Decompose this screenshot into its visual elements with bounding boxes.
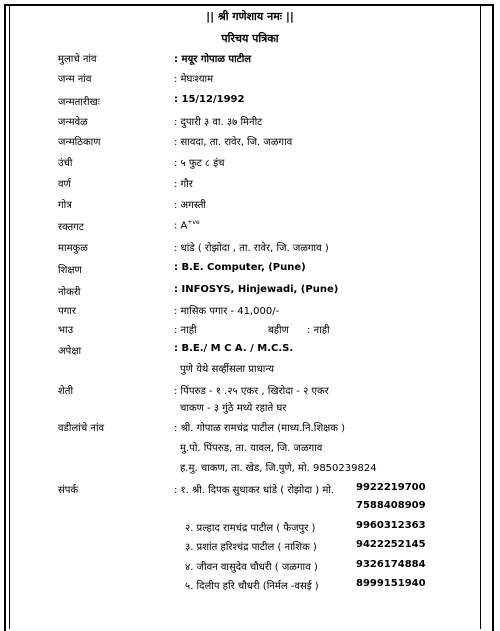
field-label: जन्मठिकाण [58,137,101,148]
field-label: जन्मवेळ [58,117,88,128]
field-value-text: मु.पो. पिंपरुड, ता. यावल, जि. जळगाव [180,443,323,454]
field-label: रक्तगट [58,222,84,233]
contact-phone: 9960312363 [356,520,426,531]
field-label: जन्मतारीखः [58,97,100,108]
field-value-text: : सावदा, ता. रावेर, जि. जळगाव [174,137,293,148]
field-value [174,303,279,317]
blood-group-rh-superscript: +ve [187,219,200,226]
field-value [174,262,306,273]
field-label: उंची [58,158,73,169]
field-value [174,219,200,231]
contact-name: २. प्रल्हाद रामचंद्र पाटील ( फैजपुर ) [185,523,316,534]
field-value [180,440,322,454]
contact-name: ३. प्रशांत हरिश्चंद्र पाटील ( नाशिक ) [185,542,317,553]
field-value-text: : धांडे ( रोझोदा , ता. रावेर, जि. जळगाव ) [174,243,329,254]
field-label: जन्म नांव [58,74,92,85]
invocation-title: || श्री गणेशाय नमः || [206,10,294,23]
field-value [174,240,329,254]
field-value-text: : मासिक पगार - 41,000/- [174,306,280,317]
field-value [174,420,345,434]
sister-label: बहीण [268,325,289,336]
field-value-text: चाकण - ३ गुंठे मध्ये रहाते घर [180,403,287,414]
field-value [174,482,334,496]
field-value-text: : गौर [174,179,193,190]
document-title: परिचय पत्रिका [221,32,279,45]
field-value-text: : १. श्री. दिपक सुधाकर धांडे ( रोझोदा ) मो. [174,485,335,496]
field-value-text: : नाही [174,325,197,336]
contact-phone: 8999151940 [356,578,426,589]
field-value [174,155,225,169]
field-value-text: : 15/12/1992 [174,94,245,105]
field-value-text: पुणे येथे सर्व्हीसला प्राधान्य [180,364,275,375]
field-value [174,383,329,397]
field-value-text: : दुपारी ३ वा. ३७ मिनीट [174,117,263,128]
field-value [174,197,206,211]
contact-phone: 7588408909 [356,500,426,511]
contact-phone: 9922219700 [356,482,426,493]
field-value-text: : ५ फुट ८ इंच [174,158,225,169]
field-label: शेती [58,386,74,397]
field-value [174,94,244,105]
field-value [174,322,197,336]
field-value [180,361,274,375]
contact-name: ५. दिलीप हरि चौधरी (निर्मल -वसई ) [185,581,319,592]
contact-name: ४. जीवन वासुदेव चौधरी ( जळगाव ) [185,562,318,573]
field-value [180,400,286,414]
field-label: गोत्र [58,200,72,211]
field-label: वडीलांचे नांव [58,423,105,434]
field-value-text: : A [174,220,188,232]
field-value [174,71,213,85]
field-value [174,176,193,190]
field-label: शिक्षण [58,265,82,276]
field-label: वर्ण [58,179,71,190]
field-value-text: ह.मु. चाकण, ता. खेड, जि.पुणे, मो. 9850239824 [180,463,377,474]
field-value [174,134,292,148]
field-value-text: : पिंपरुड - १ .२५ एकर , खिरोदा - २ एकर [174,386,329,397]
field-value [174,114,262,128]
field-value-text: : INFOSYS, Hinjewadi, (Pune) [174,284,339,295]
contact-phone: 9326174884 [356,559,426,570]
field-value-text: : श्री. गोपाळ रामचंद्र पाटील (माध्य.नि.शिक्षक ) [174,423,346,434]
field-label: संपर्क [58,485,79,496]
field-label: पगार [58,306,76,317]
field-label: भाउ [58,325,74,336]
field-value-text: : B.E./ M C A. / M.C.S. [174,343,294,354]
contact-phone: 9422252145 [356,539,426,550]
field-value-text: : अगस्ती [174,200,206,211]
field-value [174,51,251,65]
sister-value: : नाही [307,325,330,336]
field-value-text: : मेघःश्याम [174,74,214,85]
field-label: मुलाचे नांव [58,54,97,65]
field-label: अपेक्षा [58,346,82,357]
field-value-text: : B.E. Computer, (Pune) [174,262,306,273]
field-value [174,343,293,354]
field-value [174,284,338,295]
field-label: नोकरी [58,287,81,298]
field-label: मामकुळ [58,243,88,254]
field-value-text: : मयूर गोपाळ पाटील [174,54,252,65]
field-value [180,460,377,474]
